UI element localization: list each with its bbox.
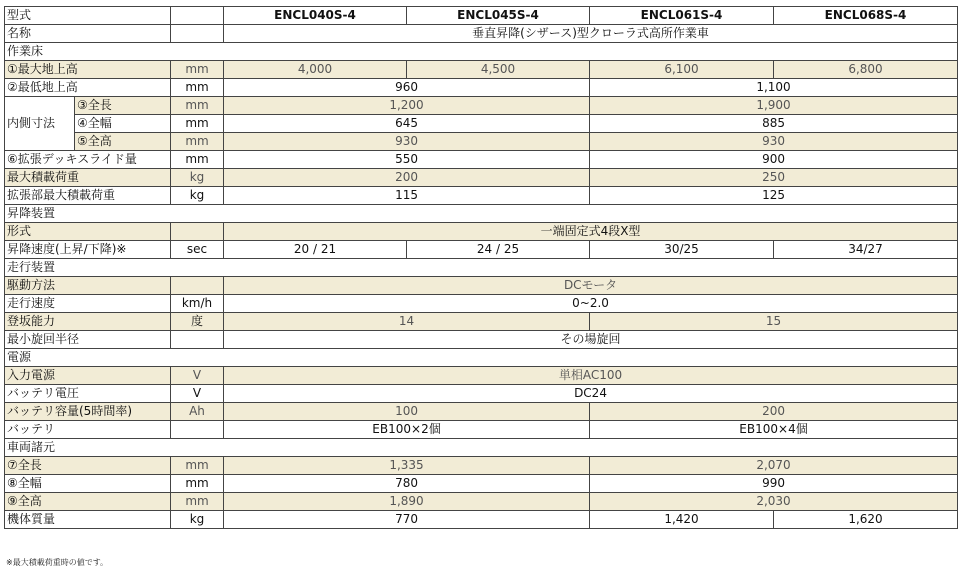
row-total-length (5, 457, 958, 475)
row-min-height (5, 79, 958, 97)
cell: 1,620 (774, 511, 958, 529)
row-input-power (5, 367, 958, 385)
model-1: ENCL040S-4 (224, 7, 407, 25)
row-label: ⑦全長 (5, 457, 171, 475)
row-unit: V (171, 367, 224, 385)
row-travel-speed (5, 295, 958, 313)
cell: 885 (590, 115, 958, 133)
row-unit: mm (171, 457, 224, 475)
row-label: ⑤全高 (75, 133, 171, 151)
section-title: 電源 (5, 349, 958, 367)
row-battery (5, 421, 958, 439)
section-title: 車両諸元 (5, 439, 958, 457)
row-inner-height (5, 133, 958, 151)
model-4: ENCL068S-4 (774, 7, 958, 25)
cell: 770 (224, 511, 590, 529)
cell: 6,800 (774, 61, 958, 79)
cell: 1,200 (224, 97, 590, 115)
spec-table (4, 6, 958, 529)
row-label: 最大積載荷重 (5, 169, 171, 187)
model-3: ENCL061S-4 (590, 7, 774, 25)
row-drive (5, 277, 958, 295)
row-label: 走行速度 (5, 295, 171, 313)
row-unit: km/h (171, 295, 224, 313)
cell: 4,500 (407, 61, 590, 79)
cell: 115 (224, 187, 590, 205)
row-label: ③全長 (75, 97, 171, 115)
row-label: バッテリ容量(5時間率) (5, 403, 171, 421)
row-climb (5, 313, 958, 331)
row-label: ⑧全幅 (5, 475, 171, 493)
row-label: 機体質量 (5, 511, 171, 529)
row-max-load (5, 169, 958, 187)
inner-dimension-label: 内側寸法 (5, 97, 75, 151)
row-label: 登坂能力 (5, 313, 171, 331)
section-travel (5, 259, 958, 277)
row-unit: mm (171, 61, 224, 79)
cell: 2,030 (590, 493, 958, 511)
cell: 34/27 (774, 241, 958, 259)
section-vehicle (5, 439, 958, 457)
row-unit: Ah (171, 403, 224, 421)
row-unit: sec (171, 241, 224, 259)
cell: EB100×4個 (590, 421, 958, 439)
row-label: 拡張部最大積載荷重 (5, 187, 171, 205)
cell: 930 (224, 133, 590, 151)
row-label: 駆動方法 (5, 277, 171, 295)
name-value: 垂直昇降(シザース)型クローラ式高所作業車 (224, 25, 958, 43)
cell: 900 (590, 151, 958, 169)
cell: 1,335 (224, 457, 590, 475)
row-label: ④全幅 (75, 115, 171, 133)
section-title: 昇降装置 (5, 205, 958, 223)
cell: 1,900 (590, 97, 958, 115)
row-unit: mm (171, 151, 224, 169)
cell: 4,000 (224, 61, 407, 79)
row-unit: mm (171, 133, 224, 151)
row-weight (5, 511, 958, 529)
row-unit: mm (171, 97, 224, 115)
cell: 15 (590, 313, 958, 331)
cell: 1,420 (590, 511, 774, 529)
row-unit: kg (171, 169, 224, 187)
cell: 550 (224, 151, 590, 169)
cell: 1,890 (224, 493, 590, 511)
row-unit: mm (171, 493, 224, 511)
cell: 0~2.0 (224, 295, 958, 313)
section-lift (5, 205, 958, 223)
footnote: ※最大積載荷重時の値です。 (6, 558, 109, 567)
row-inner-width (5, 115, 958, 133)
cell: 6,100 (590, 61, 774, 79)
cell: 250 (590, 169, 958, 187)
row-unit (171, 421, 224, 439)
cell: DC24 (224, 385, 958, 403)
row-label: ②最低地上高 (5, 79, 171, 97)
spec-table-container (4, 6, 958, 529)
row-unit (171, 223, 224, 241)
cell: 100 (224, 403, 590, 421)
row-label: 入力電源 (5, 367, 171, 385)
cell: 24 / 25 (407, 241, 590, 259)
section-title: 作業床 (5, 43, 958, 61)
row-unit: kg (171, 511, 224, 529)
row-inner-length (5, 97, 958, 115)
row-deck-slide (5, 151, 958, 169)
cell: 一端固定式4段X型 (224, 223, 958, 241)
cell: 200 (590, 403, 958, 421)
cell: DCモータ (224, 277, 958, 295)
row-label: 形式 (5, 223, 171, 241)
cell: 14 (224, 313, 590, 331)
cell: 200 (224, 169, 590, 187)
row-battery-capacity (5, 403, 958, 421)
row-unit: 度 (171, 313, 224, 331)
row-label: ⑥拡張デッキスライド量 (5, 151, 171, 169)
row-unit (171, 277, 224, 295)
cell: 30/25 (590, 241, 774, 259)
name-row (5, 25, 958, 43)
cell: 930 (590, 133, 958, 151)
row-unit: mm (171, 115, 224, 133)
row-ext-max-load (5, 187, 958, 205)
row-unit: V (171, 385, 224, 403)
cell: 1,100 (590, 79, 958, 97)
row-unit: kg (171, 187, 224, 205)
cell: 単相AC100 (224, 367, 958, 385)
row-lift-speed (5, 241, 958, 259)
cell: その場旋回 (224, 331, 958, 349)
section-power (5, 349, 958, 367)
row-lift-type (5, 223, 958, 241)
section-title: 走行装置 (5, 259, 958, 277)
row-turn-radius (5, 331, 958, 349)
row-label: ①最大地上高 (5, 61, 171, 79)
row-battery-voltage (5, 385, 958, 403)
header-label: 型式 (5, 7, 171, 25)
header-row (5, 7, 958, 25)
row-max-height (5, 61, 958, 79)
model-2: ENCL045S-4 (407, 7, 590, 25)
cell: 990 (590, 475, 958, 493)
cell: 125 (590, 187, 958, 205)
row-unit: mm (171, 79, 224, 97)
row-label: 最小旋回半径 (5, 331, 171, 349)
row-unit: mm (171, 475, 224, 493)
cell: 2,070 (590, 457, 958, 475)
cell: 780 (224, 475, 590, 493)
name-label: 名称 (5, 25, 171, 43)
cell: 20 / 21 (224, 241, 407, 259)
row-label: バッテリ電圧 (5, 385, 171, 403)
row-label: 昇降速度(上昇/下降)※ (5, 241, 171, 259)
row-label: ⑨全高 (5, 493, 171, 511)
row-total-width (5, 475, 958, 493)
cell: EB100×2個 (224, 421, 590, 439)
section-platform (5, 43, 958, 61)
row-label: バッテリ (5, 421, 171, 439)
cell: 960 (224, 79, 590, 97)
cell: 645 (224, 115, 590, 133)
row-total-height (5, 493, 958, 511)
row-unit (171, 331, 224, 349)
